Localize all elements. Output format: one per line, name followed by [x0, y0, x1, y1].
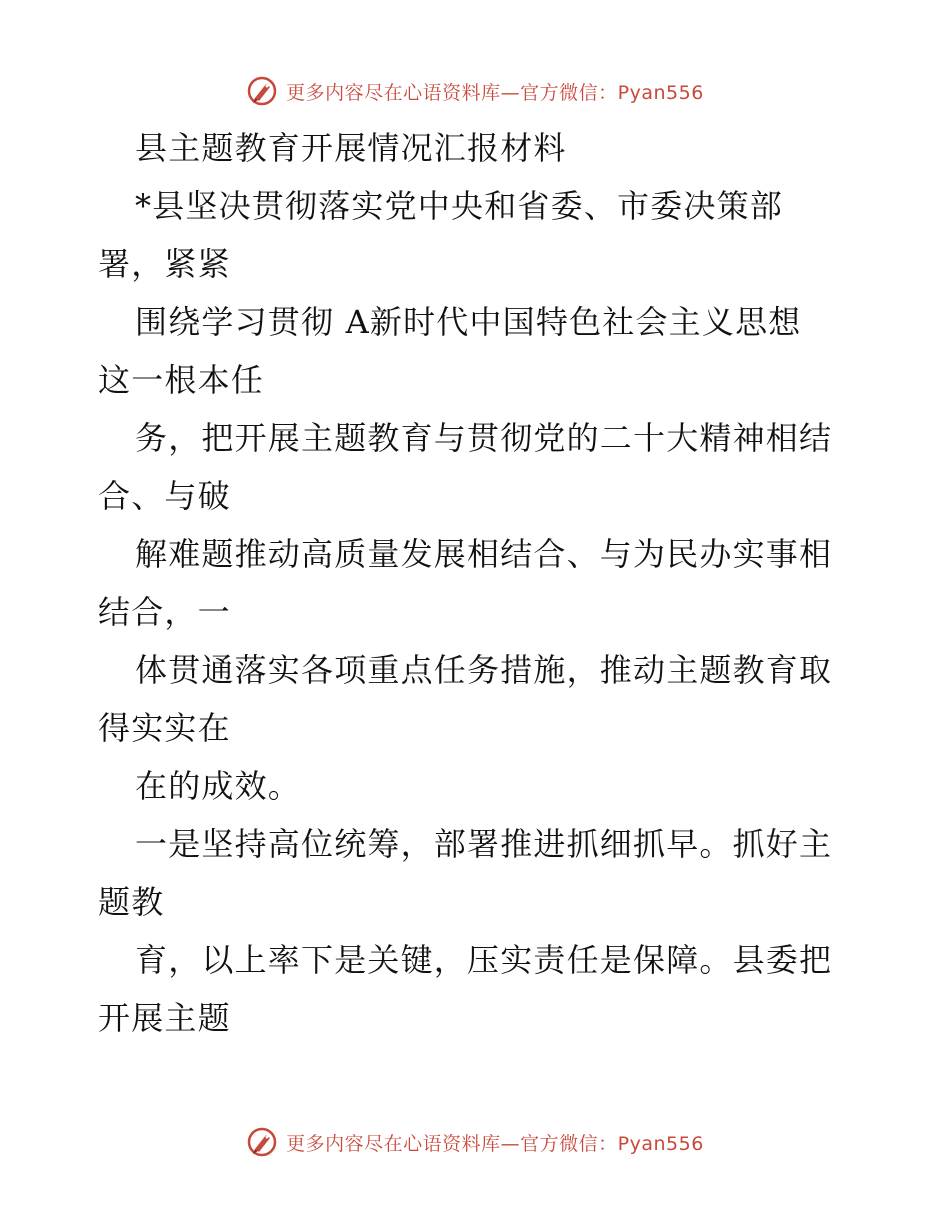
- text-line: 在的成效。: [135, 767, 302, 805]
- header-banner-text: 更多内容尽在心语资料库—官方微信：Pyan556: [286, 81, 704, 104]
- text-line: 结合，一: [98, 593, 231, 631]
- text-line: 育，以上率下是关键，压实责任是保障。县委把: [135, 941, 833, 979]
- header-banner: [0, 71, 950, 111]
- text-line: 围绕学习贯彻 A新时代中国特色社会主义思想: [135, 303, 802, 341]
- text-line: 解难题推动高质量发展相结合、与为民办实事相: [135, 535, 833, 573]
- footer-banner: [0, 1122, 950, 1162]
- footer-banner-text: 更多内容尽在心语资料库—官方微信：Pyan556: [286, 1132, 704, 1155]
- pen-nib-circle-icon: [246, 75, 278, 107]
- document-title: 县主题教育开展情况汇报材料: [135, 129, 567, 167]
- text-line: 合、与破: [98, 477, 231, 515]
- text-line: 得实实在: [98, 709, 231, 747]
- text-line: 题教: [98, 883, 165, 921]
- text-line: 一是坚持高位统筹，部署推进抓细抓早。抓好主: [135, 825, 833, 863]
- text-line: 这一根本任: [98, 361, 265, 399]
- text-line: *县坚决贯彻落实党中央和省委、市委决策部: [135, 187, 784, 225]
- pen-nib-circle-icon: [246, 1126, 278, 1158]
- text-line: 务，把开展主题教育与贯彻党的二十大精神相结: [135, 419, 833, 457]
- text-line: 体贯通落实各项重点任务措施，推动主题教育取: [135, 651, 833, 689]
- text-line: 署，紧紧: [98, 245, 231, 283]
- text-line: 开展主题: [98, 999, 231, 1037]
